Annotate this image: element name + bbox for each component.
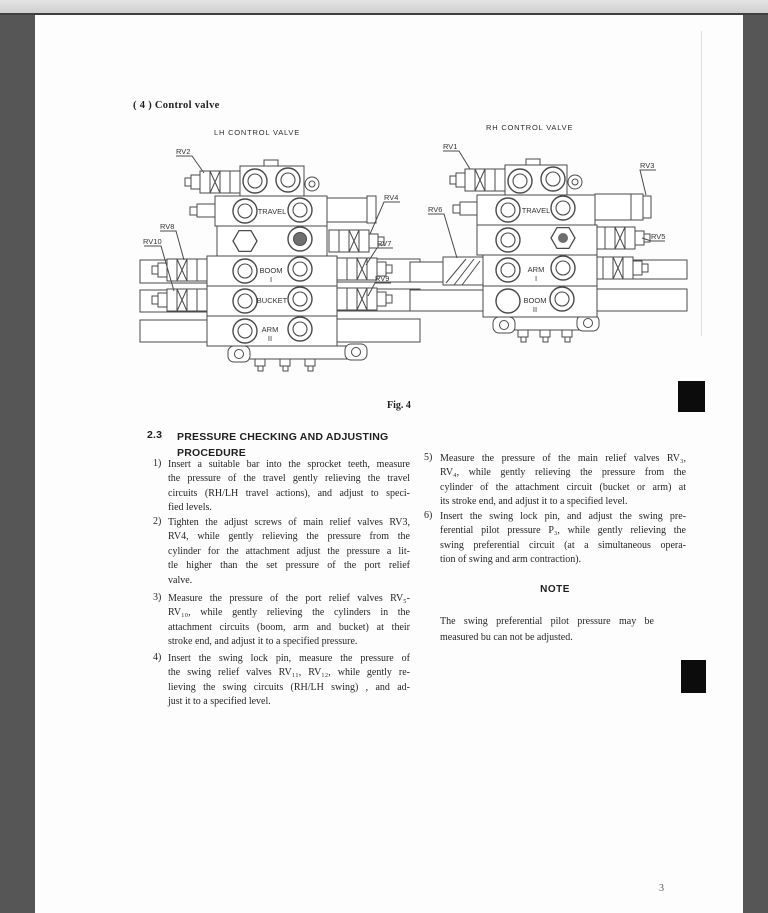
section-title bbox=[177, 429, 388, 461]
section-heading bbox=[147, 429, 447, 461]
lh-spool-travel: TRAVEL bbox=[257, 207, 287, 216]
section-label: ( 4 ) Control valve bbox=[133, 100, 220, 111]
item-text: Tighten the adjust screws of main relief valves RV3, RV4, while gently relieving the pressure from the cylinder for the attachment adjust the pressure a lit- tle higher than the set pressure of the port relief valve. bbox=[168, 517, 410, 586]
note-title: NOTE bbox=[540, 584, 570, 595]
item-number: 4) bbox=[153, 652, 162, 663]
lh-spool-bucket: BUCKET bbox=[256, 296, 288, 305]
rh-diagram-title: RH CONTROL VALVE bbox=[486, 123, 574, 132]
viewer-top-strip bbox=[0, 0, 768, 15]
rv4-label: RV4 bbox=[384, 193, 399, 202]
item-number: 6) bbox=[424, 510, 433, 521]
lh-control-valve-diagram bbox=[140, 143, 425, 383]
procedure-item-3 bbox=[153, 592, 410, 650]
lh-spool-boom: BOOM bbox=[259, 266, 283, 275]
lh-spool-boom-sub: I bbox=[269, 275, 273, 284]
procedure-item-5 bbox=[424, 452, 686, 510]
item-number: 3) bbox=[153, 592, 162, 603]
procedure-item-2 bbox=[153, 516, 410, 588]
rh-spool-boom-sub: II bbox=[532, 305, 538, 314]
item-text: Insert the swing lock pin, measure the pressure of the swing relief valves RV₁₁, RV₁₂, while gently re- lieving the swing circuits (RH/LH swing) , and ad- just it to a specified level. bbox=[168, 653, 410, 708]
rv9-label: RV9 bbox=[375, 274, 390, 283]
item-text: Insert a suitable bar into the sprocket teeth, measure the pressure of the travel gently relieving the travel circuits (RH/LH travel actions), and adjust to speci- fied levels. bbox=[168, 459, 410, 514]
rv3-label: RV3 bbox=[640, 161, 655, 170]
item-text: Measure the pressure of the main relief valves RV₃, RV₄, while gently relieving the pressure from the cylinder of the attachment circuit (bucket or arm) at its stroke end, and adjust it to a specified level. bbox=[440, 453, 686, 508]
note-text: The swing preferential pilot pressure may be measured bu can not be adjusted. bbox=[440, 616, 654, 643]
item-number: 5) bbox=[424, 452, 433, 463]
lh-spool-arm: ARM bbox=[261, 325, 279, 334]
item-text: Insert the swing lock pin, and adjust the swing pre- ferential pilot pressure P₃, while gently relieving the swing preferential circuit (at a simultaneous opera- tion of swing and arm contraction). bbox=[440, 511, 686, 566]
rh-spool-arm: ARM bbox=[527, 265, 545, 274]
rv1-label: RV1 bbox=[443, 142, 458, 151]
section-title-line2: PROCEDURE bbox=[177, 447, 246, 459]
item-number: 1) bbox=[153, 458, 162, 469]
print-mark-bottom bbox=[681, 660, 706, 693]
scan-artifact-line bbox=[701, 31, 702, 336]
rh-spool-arm-sub: I bbox=[534, 274, 538, 283]
document-page bbox=[35, 15, 743, 913]
figure-caption: Fig. 4 bbox=[387, 400, 411, 411]
procedure-item-6 bbox=[424, 510, 686, 568]
rh-spool-boom: BOOM bbox=[523, 296, 547, 305]
item-number: 2) bbox=[153, 516, 162, 527]
procedure-item-4 bbox=[153, 652, 410, 710]
lh-diagram-title: LH CONTROL VALVE bbox=[214, 128, 301, 137]
rh-control-valve-diagram bbox=[410, 138, 690, 358]
print-mark-top bbox=[678, 381, 705, 412]
rv10-label: RV10 bbox=[143, 237, 162, 246]
rv5-label: RV5 bbox=[651, 232, 666, 241]
section-title-line1: PRESSURE CHECKING AND ADJUSTING bbox=[177, 431, 389, 443]
rv2-label: RV2 bbox=[176, 147, 191, 156]
rv6-label: RV6 bbox=[428, 205, 443, 214]
rv8-label: RV8 bbox=[160, 222, 175, 231]
page-number: 3 bbox=[659, 883, 664, 894]
rh-spool-travel: TRAVEL bbox=[521, 206, 551, 215]
lh-spool-arm-sub: II bbox=[267, 334, 273, 343]
rv7-label: RV7 bbox=[377, 239, 392, 248]
procedure-item-1 bbox=[153, 458, 410, 516]
section-number: 2.3 bbox=[147, 429, 163, 441]
item-text: Measure the pressure of the port relief valves RV₅- RV₁₀, while gently relieving the cylinders in the attachment circuits (boom, arm and bucket) at their stroke end, and adjust it to a specified pressure. bbox=[168, 593, 410, 648]
